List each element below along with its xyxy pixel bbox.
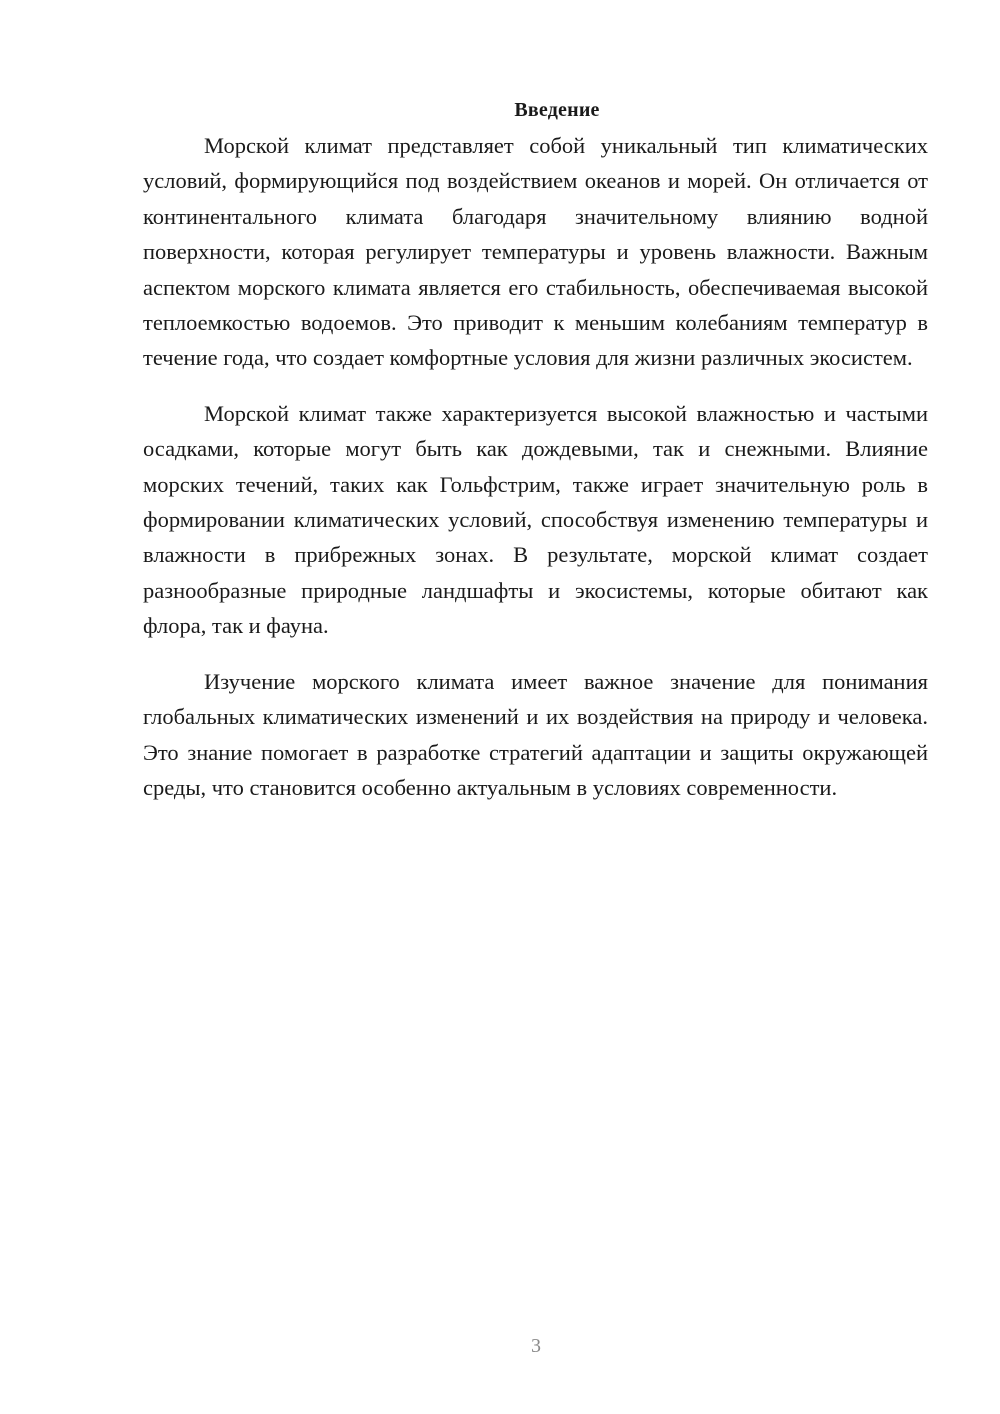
page-content [143, 92, 928, 805]
paragraph-3: Изучение морского климата имеет важное значение для понимания глобальных климатических изменений и их воздействия на природу и человека. Это знание помогает в разработке стратегий адаптации и защиты окружающей среды, что становится особенно актуальным в условиях современности. [143, 668, 928, 800]
paragraph-2: Морской климат также характеризуется высокой влажностью и частыми осадками, которые могут быть как дождевыми, так и снежными. Влияние морских течений, таких как Гольфстрим, также играет значительную роль в формировании климатических условий, способствуя изменению температуры и влажности в прибрежных зонах. В результате, морской климат создает разнообразные природные ландшафты и экосистемы, которые обитают как флора, так и фауна. [143, 400, 928, 639]
page-number: 3 [531, 1335, 541, 1357]
section-title: Введение [514, 99, 600, 121]
paragraph-1: Морской климат представляет собой уникальный тип климатических условий, формирующийся под воздействием океанов и морей. Он отличается от континентального климата благодаря значительному влиянию водной поверхности, которая регулирует температуры и уровень влажности. Важным аспектом морского климата является его стабильность, обеспечиваемая высокой теплоемкостью водоемов. Это приводит к меньшим колебаниям температур в течение года, что создает комфортные условия для жизни различных экосистем. [143, 133, 928, 371]
